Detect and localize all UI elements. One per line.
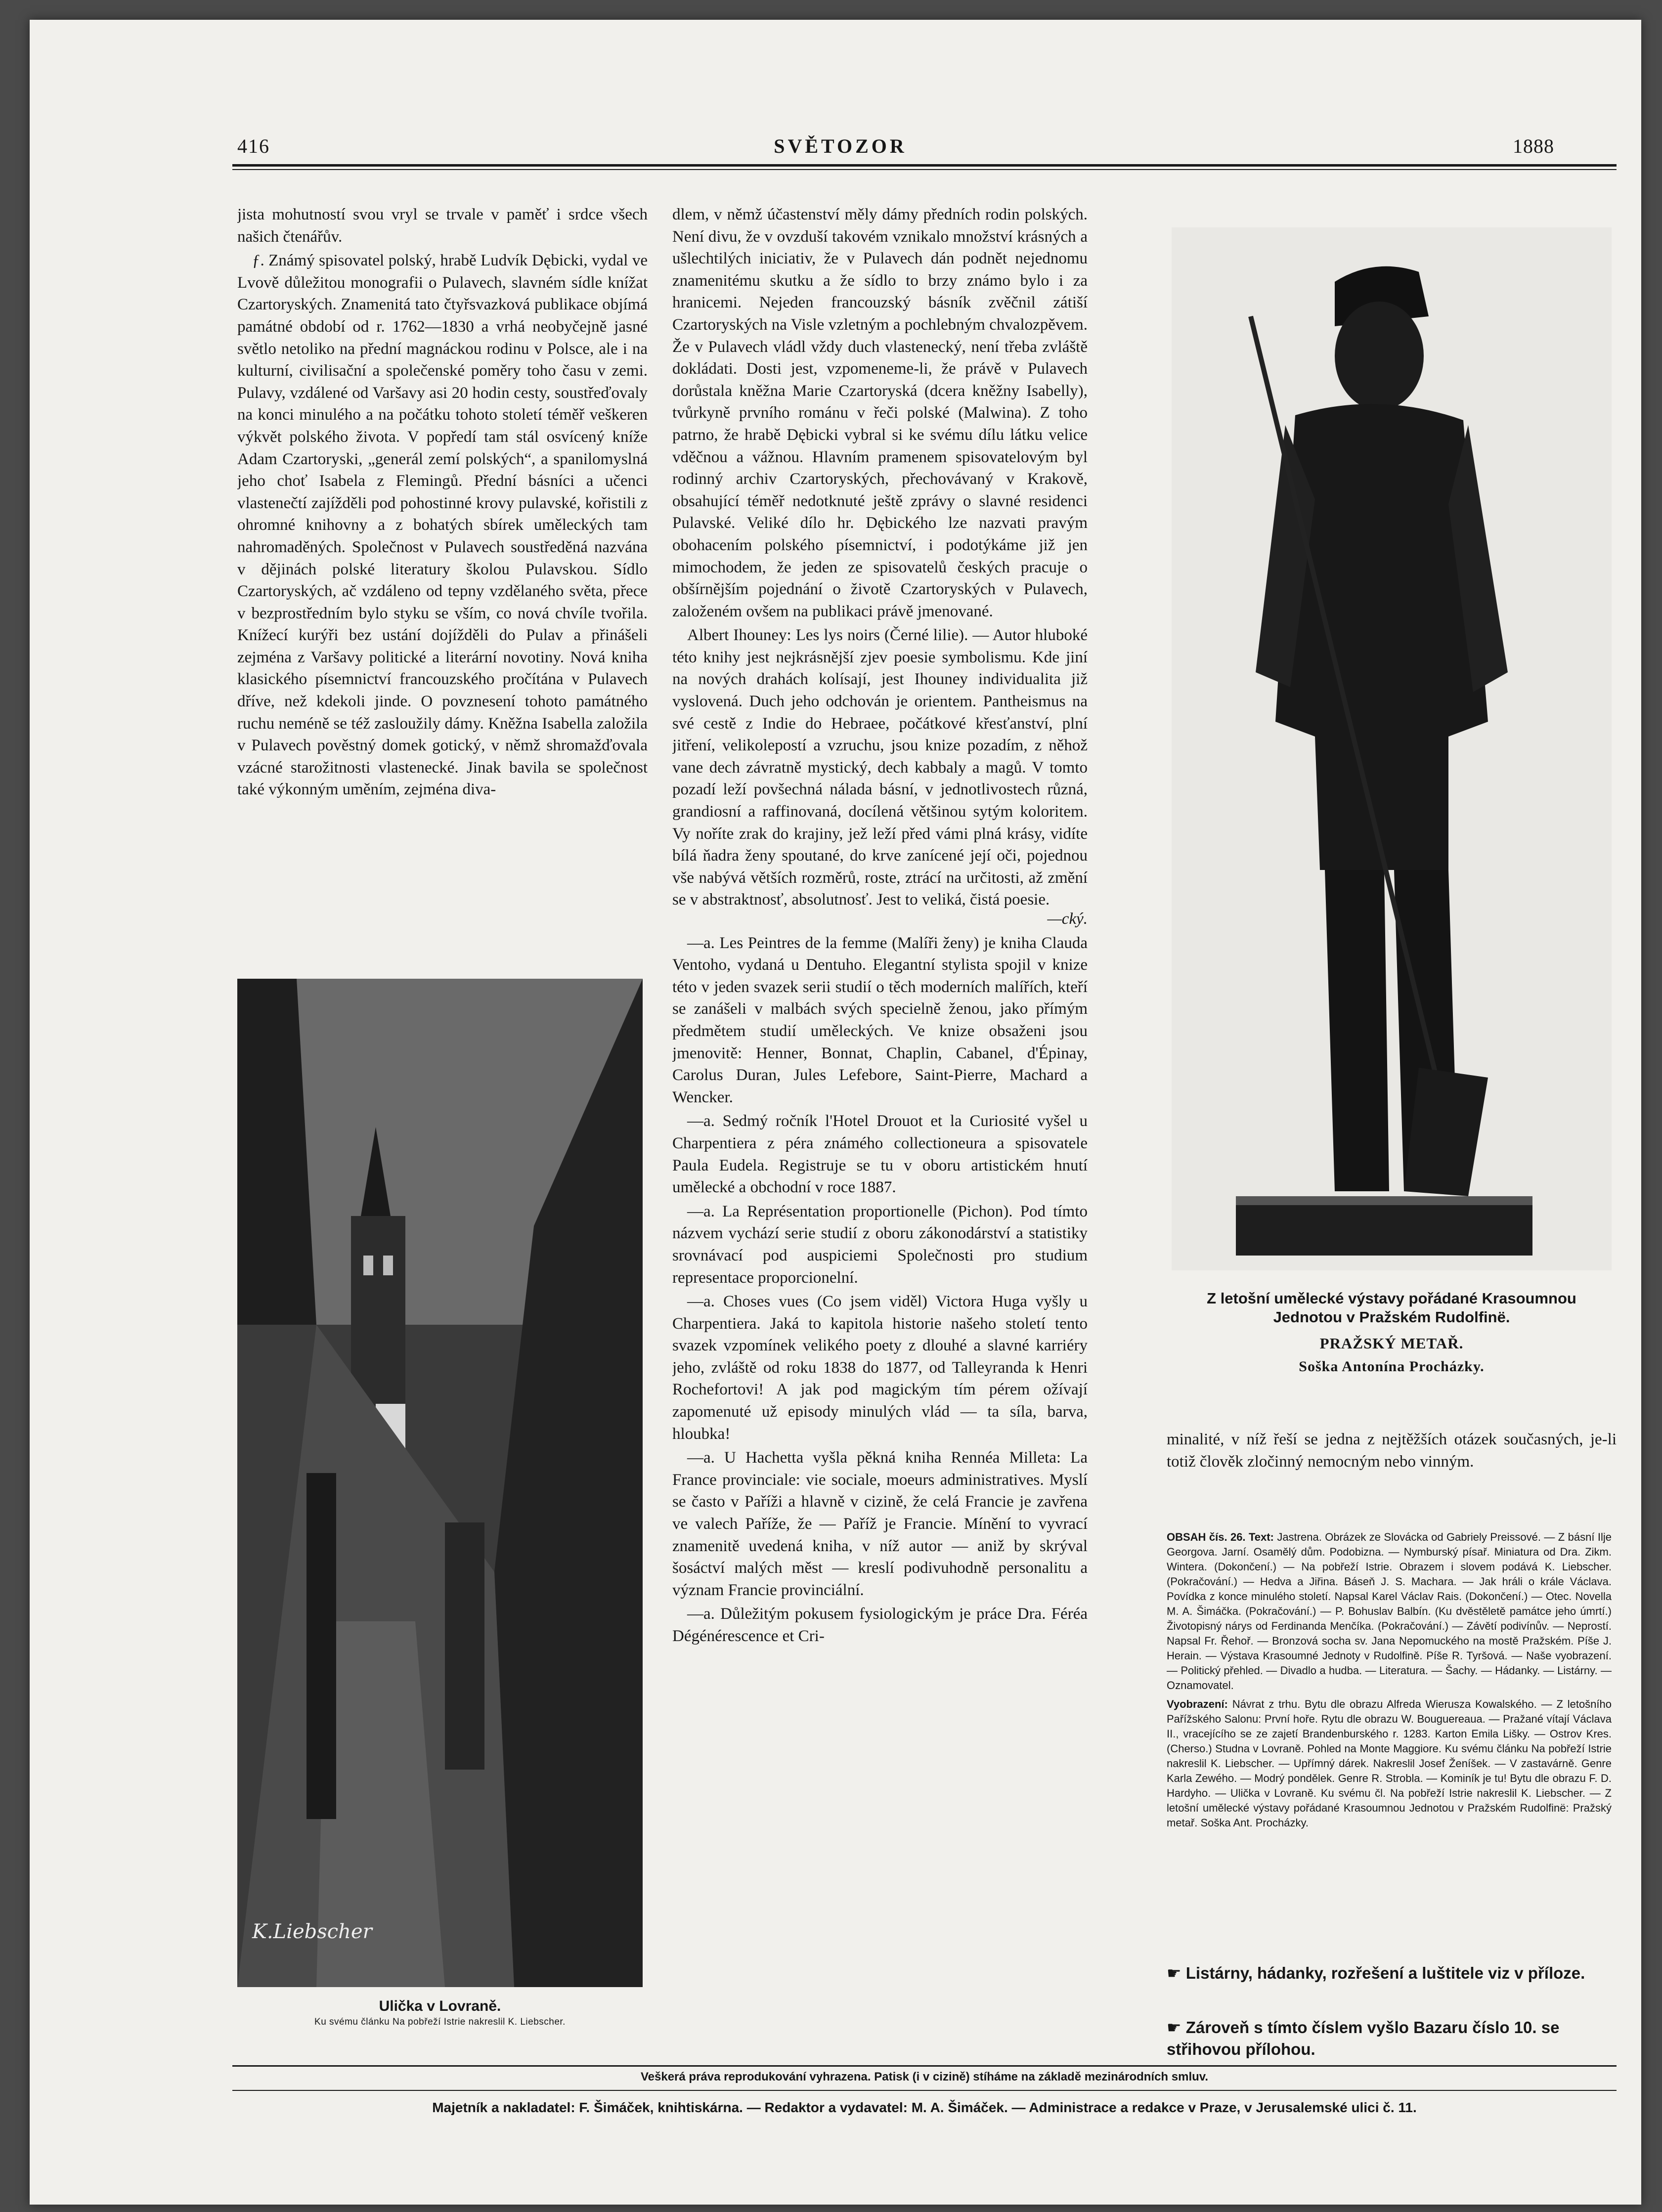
footer-imprint: Majetník a nakladatel: F. Šimáček, knihtiskárna. — Redaktor a vydavatel: M. A. Šimáček. — Administrace a redakce v Praze, v Jerusalemské ulici č. 11. [432,2100,1417,2115]
col2-paragraph-6: —a. Choses vues (Co jsem viděl) Victora Huga vyšly u Charpentiera. Jaká to kapitola historie našeho století tento svazek vzpomínek velikého poety z dlouhé a slavné karriéry jeho, zvláště od roku 1838 do 1877, od Talleyranda k Henri Rochefortovi! A jak pod magickým tím pérem ožívají zapomenuté už episody minulých vlád — ta síla, barva, hloubka! [672,1293,1088,1443]
col2-paragraph-4: —a. Sedmý ročník l'Hotel Drouot et la Curiosité vyšel u Charpentiera z péra známého collectioneura a spisovatele Paula Eudela. Registruje se tu v oboru artistickém hnutí umělecké a obchodní v roce 1887. [672,1112,1088,1197]
column-1 [237,204,648,925]
street-drawing [237,979,643,1987]
column-3 [1167,1429,1617,1475]
col1-paragraph-1: jista mohutností svou vryl se trvale v paměť i srdce všech našich čtenářův. [237,206,648,246]
header-rule-thick [232,164,1617,167]
street-illustration [237,979,643,1987]
pointing-hand-icon: ☛ [1167,2018,1186,2037]
contents-text-body: Jastrena. Obrázek ze Slovácka od Gabriely Preissové. — Z básní Ilje Georgova. Jarní. Osamělý dům. Podobizna. — Nymburský písař. Miniatura od Dra. Zikm. Wintera. (Dokončení.) — Na pobřeží Istrie. Obrazem i slovem podává K. Liebscher. (Pokračování.) — Hedva a Jiřina. Báseň J. S. Machara. — Jak hráli o krále Václava. Povídka z konce minulého století. Napsal Karel Václav Rais. (Dokončení.) — Otec. Novella M. A. Šimáčka. (Pokračování.) — P. Bohuslav Balbín. (Ku dvěstěletě památce jeho úmrtí.) Životopisný nárys od Ferdinanda Menčíka. (Pokračování.) — Závětí podivínův. — Neprostí. Napsal Fr. Řehoř. — Bronzová socha sv. Jana Nepomuckého na mostě Pražském. Píše J. Herain. — Výstava Krasoumné Jednoty v Rudolfině. Píše R. Tyršová. — Naše vyobrazení. — Politický přehled. — Divadlo a hudba. — Literatura. — Šachy. — Hádanky. — Listárny. — Oznamovatel. [1167,1531,1612,1692]
col3-paragraph-1: minalité, v níž řeší se jedna z nejtěžších otázek současných, je-li totiž člověk zločinný nemocným nebo vinným. [1167,1431,1617,1471]
street-caption-title: Ulička v Lovraně. [379,1998,501,2014]
illustration-signature: K.Liebscher [252,1920,372,1943]
street-caption-sub: Ku svému článku Na pobřeží Istrie nakreslil K. Liebscher. [314,2017,566,2027]
contents-illustrations-body: Návrat z trhu. Bytu dle obrazu Alfreda Wierusza Kowalského. — Z letošního Pařížského Salonu: První hoře. Rytu dle obrazu W. Bouguereaua. — Pražané vítají Václava II., vracejícího se ze zajetí Brandenburského r. 1283. Karton Emila Lišky. — Ostrov Kres. (Cherso.) Studna v Lovraně. Pohled na Monte Maggiore. Ku svému článku Na pobřeží Istrie nakreslil K. Liebscher. — Upřímný dárek. Nakreslil Josef Ženíšek. — V zastavárně. Genre Karla Zewého. — Modrý pondělek. Genre R. Strobla. — Kominík je tu! Bytu dle obrazu F. D. Hardyho. — Ulička v Lovraně. Ku svému čl. Na pobřeží Istrie nakreslil K. Liebscher. — Z letošní umělecké výstavy pořádané Krasoumnou Jednotou v Pražském Rudolfinë: Pražský metař. Soška Ant. Procházky. [1167,1698,1612,1829]
notice-supplement [1167,1962,1617,1984]
col2-paragraph-5: —a. La Représentation proportionelle (Pichon). Pod tímto názvem vychází serie studií z oboru zákonodárství a statistiky srovnávací pod auspiciemi Společnosti pro studium representace proporcionelní. [672,1202,1088,1287]
footer-rule-top [232,2065,1617,2067]
contents-illustrations [1167,1697,1612,1830]
footer-rights: Veškerá práva reprodukování vyhrazena. Patisk (i v cizině) stíháme na základě mezinárodních smluv. [640,2070,1209,2083]
column-2 [672,204,1088,2028]
statue-photograph [1172,227,1612,1270]
col2-paragraph-2: Albert Ihouney: Les lys noirs (Černé lilie). — Autor hluboké této knihy jest nejkrásnější zjev poesie symbolismu. Kde jiní na nových drahách kolísají, jest Ihouney individualita již vyslovená. Duch jeho odchován je orientem. Pantheismus na své cestě z Indie do Hebraee, počátkové křesťanství, plní jitření, velikolepostí a vzruchu, jsou knize pozadím, z něhož vane dech závratně mystický, dech kabbaly a magů. V tomto pozadí leží povšechná nálada básní, v jednotlivostech různá, grandiosní a raffinovaná, docílená většinou sytým koloritem. Vy noříte zrak do krajiny, jež leží před vámi plná krásy, vidíte bílá ňadra ženy spoutané, do krve zanícené její oči, pojednou vše nabývá větších rozměrů, roste, ztrácí na určitosti, až změní se v abstraktnosť, absolutnosť. Jest to veliká, čistá poesie. [672,626,1088,909]
contents-illustrations-label: Vyobrazení: [1167,1698,1228,1710]
notice-bazaar-text: Zároveň s tímto číslem vyšlo Bazaru číslo 10. se střihovou přílohou. [1167,2018,1560,2058]
statue-caption-title: PRAŽSKÝ METAŘ. [1319,1335,1464,1352]
page-year: 1888 [1513,135,1554,157]
statue-caption-line1: Z letošní umělecké výstavy pořádané Krasoumnou Jednotou v Pražském Rudolfinë. [1207,1290,1576,1326]
footer-rule-mid [232,2090,1617,2091]
pointing-hand-icon: ☛ [1167,1964,1186,1982]
header-rule-thin [232,169,1617,170]
newspaper-page [30,20,1641,2205]
contents-text-label: OBSAH čís. 26. Text: [1167,1531,1274,1543]
contents-box [1167,1530,1612,1830]
col2-signature: —cký. [1047,910,1088,928]
page-title: SVĚTOZOR [774,135,907,157]
col1-paragraph-2: ƒ. Známý spisovatel polský, hrabě Ludvík Dębicki, vydal ve Lvově důležitou monografii o Pulavech, slavném sídle knížat Czartoryských. Znamenitá tato čtyřsvazková publikace objímá památné období od r. 1762—1830 a vrhá neobyčejně jasné světlo netoliko na přední magnáckou rodinu v Polsce, ale i na kulturní, civilisační a společenské poměry toho času v zemi. Pulavy, vzdálené od Varšavy asi 20 hodin cesty, soustřeďovaly na konci minulého a na počátku tohoto století téměř veškeren výkvět polského života. V popředí tam stál osvícený kníže Adam Czartoryski, „generál zemí polských“, a spanilomyslná jeho choť Isabela z Flemingů. Přední básníci a učenci vlastenečtí zajížděli pod pohostinné krovy pulavské, kořistili z ohromné knihovny a z bohatých sbírek uměleckých tam nahromaděných. Společnost v Pulavech soustředěná nazvána v dějinách polské literatury školou Pulavskou. Sídlo Czartoryských, ač vzdáleno od tepny vzdělaného světa, přece v bezprostředním bylo styku se vším, co nová chvíle tvořila. Knížecí kurýři bez ustání dojížděli do Pulav a přinášeli zejména z Varšavy politické a literární novotiny. Nová kniha klasického písemnictví francouzského pročítána v Pulavech dříve, než kdekoli jinde. O povznesení tohoto památného ruchu neméně se též zasloužily dámy. Kněžna Isabella založila v Pulavech pověstný domek gotický, v němž shromažďovala vzácné starožitnosti vlastenecké. Jinak bavila se společnost také výkonným uměním, zejména diva- [237,252,648,799]
notice-supplement-text: Listárny, hádanky, rozřešení a luštitele viz v příloze. [1185,1964,1585,1982]
notice-bazaar [1167,2017,1617,2060]
statue-caption-sub: Soška Antonína Procházky. [1299,1358,1485,1375]
col2-paragraph-7: —a. U Hachetta vyšla pěkná kniha Rennéa Milleta: La France provinciale: vie sociale, moeurs administratives. Myslí se často v Paříži a hlavně v cizině, že celá Francie je zavřena ve valech Paříže, že — Paříž je Francie. Mínění to vyvrací znamenitě uvedená kniha, v níž autor — aniž by skrýval šosáctví malých měst — kreslí podivuhodně personalitu a význam Francie provinciální. [672,1449,1088,1599]
page-number: 416 [237,135,270,157]
col2-paragraph-1: dlem, v němž účastenství měly dámy předních rodin polských. Není divu, že v ovzduší takovém vznikalo množství krásných a ušlechtilých iniciativ, že v Pulavech dán podnět nejednomu znamenitému skutku a že sídlo to brzy známo bylo i za hranicemi. Nejeden francouzský básník zvěčnil zátiší Czartoryských na Visle vzletným a pochlebným chvalozpěvem. Že v Pulavech vládl vždy duch vlastenecký, není třeba zvláště dokládati. Dosti jest, vzpomeneme-li, že právě v Pulavech dorůstala kněžna Marie Czartoryská (dcera kněžny Isabelly), tvůrkyně prvního románu v řeči polské (Malwina). Z toho patrno, že hrabě Dębicki vybral si ke svému dílu látku velice vděčnou a vážnou. Hlavním pramenem spisovatelovým byl rodinný archiv Czartoryských, přechovávaný v Krakově, obsahující téměř nedotknuté ještě zprávy o slavné residenci Pulavské. Veliké dílo hr. Dębického lze nazvati pravým obohacením polského písemnictví, i podotýkáme již jen mimochodem, že jeden ze spisovatelů českých pracuje o obšírnějším pojednání o životě Czartoryských v Pulavech, založeném ovšem na publikaci právě jmenované. [672,206,1088,620]
contents-text [1167,1530,1612,1693]
col2-paragraph-3: —a. Les Peintres de la femme (Malíři ženy) je kniha Clauda Ventoho, vydaná u Dentuho. Elegantní stylista spojil v knize této v jeden svazek serii studií o těch moderních malířích, kteří se zanášeli v malbách svých specielně ženou, jako přímým předmětem studií uměleckých. Ve knize obsaženi jsou jmenovitě: Henner, Bonnat, Chaplin, Cabanel, d'Épinay, Carolus Duran, Jules Lefebore, Saint-Pierre, Machard a Wencker. [672,934,1088,1106]
col2-paragraph-8: —a. Důležitým pokusem fysiologickým je práce Dra. Féréa Dégénérescence et Cri- [672,1605,1088,1645]
statue-figure [1172,227,1612,1270]
